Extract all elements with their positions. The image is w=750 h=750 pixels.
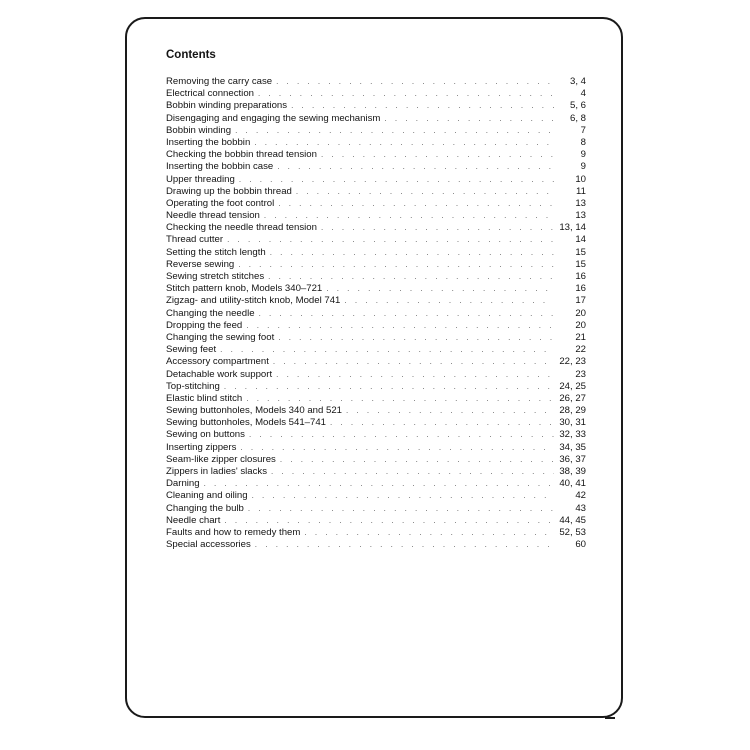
entry-title: Operating the foot control — [166, 197, 275, 209]
entry-page-number: 22 — [575, 344, 586, 356]
table-of-contents — [166, 48, 586, 551]
contents-entry — [166, 442, 586, 454]
entry-title: Setting the stitch length — [166, 246, 266, 258]
dot-leader — [240, 442, 554, 454]
entry-title: Changing the needle — [166, 307, 255, 319]
entry-page-number: 24, 25 — [559, 380, 586, 392]
entry-page-number: 15 — [575, 246, 586, 258]
contents-entry — [166, 478, 586, 490]
entry-title: Bobbin winding — [166, 124, 232, 136]
dot-leader — [384, 113, 554, 125]
dot-leader — [321, 149, 554, 161]
entry-title: Removing the carry case — [166, 76, 273, 87]
contents-entry — [166, 125, 586, 137]
contents-entry — [166, 466, 586, 478]
entry-page-number: 40, 41 — [559, 478, 586, 490]
entry-page-number: 32, 33 — [559, 429, 586, 441]
contents-entry — [166, 405, 586, 417]
entry-title: Faults and how to remedy them — [166, 526, 301, 538]
contents-entry — [166, 234, 586, 246]
entry-title: Sewing on buttons — [166, 429, 245, 441]
dot-leader — [304, 527, 554, 539]
contents-entry — [166, 186, 586, 198]
entry-title: Sewing buttonholes, Models 541–741 — [166, 417, 327, 429]
entry-page-number: 52, 53 — [559, 526, 586, 538]
contents-entry — [166, 174, 586, 186]
entry-title: Upper threading — [166, 173, 235, 185]
entry-title: Seam-like zipper closures — [166, 453, 276, 465]
contents-entry — [166, 88, 586, 100]
dot-leader — [270, 247, 554, 259]
dot-leader — [277, 161, 554, 173]
contents-entry — [166, 539, 586, 551]
dot-leader — [252, 490, 554, 502]
entry-title: Zigzag- and utility-stitch knob, Model 741 — [166, 295, 341, 307]
entry-page-number: 23 — [575, 368, 586, 380]
entry-title: Reverse sewing — [166, 258, 235, 270]
entry-title: Checking the needle thread tension — [166, 222, 317, 234]
entry-title: Sewing feet — [166, 344, 217, 356]
entry-title: Needle chart — [166, 514, 221, 526]
contents-entry — [166, 161, 586, 173]
entry-page-number: 4 — [580, 88, 586, 100]
entry-page-number: 14 — [575, 234, 586, 246]
contents-entry — [166, 527, 586, 539]
entry-title: Elastic blind stitch — [166, 392, 243, 404]
dot-leader — [291, 100, 554, 112]
page-edge-mark — [605, 717, 615, 719]
entry-title: Inserting the bobbin case — [166, 161, 274, 173]
entry-title: Bobbin winding preparations — [166, 100, 288, 112]
contents-entry — [166, 332, 586, 344]
contents-entry — [166, 381, 586, 393]
entry-page-number: 13 — [575, 210, 586, 222]
entry-title: Checking the bobbin thread tension — [166, 149, 317, 161]
contents-entry — [166, 113, 586, 125]
entry-title: Thread cutter — [166, 234, 224, 246]
entry-page-number: 43 — [575, 502, 586, 514]
entry-title: Inserting the bobbin — [166, 136, 251, 148]
dot-leader — [344, 295, 554, 307]
entry-page-number: 8 — [580, 136, 586, 148]
dot-leader — [346, 405, 554, 417]
entry-title: Inserting zippers — [166, 441, 237, 453]
contents-entry — [166, 308, 586, 320]
entry-page-number: 5, 6 — [569, 100, 586, 112]
dot-leader — [276, 369, 554, 381]
dot-leader — [259, 308, 554, 320]
contents-entry — [166, 283, 586, 295]
contents-heading: Contents — [166, 49, 216, 61]
entry-title: Stitch pattern knob, Models 340–721 — [166, 283, 323, 295]
entry-page-number: 7 — [580, 124, 586, 136]
contents-entry — [166, 198, 586, 210]
entry-page-number: 38, 39 — [559, 466, 586, 477]
contents-entry — [166, 356, 586, 368]
dot-leader — [246, 393, 554, 405]
dot-leader — [264, 210, 554, 222]
entry-page-number: 13 — [575, 197, 586, 209]
dot-leader — [248, 503, 554, 515]
contents-entry — [166, 76, 586, 88]
entry-page-number: 36, 37 — [559, 453, 586, 465]
dot-leader — [239, 174, 554, 186]
contents-entry — [166, 137, 586, 149]
contents-entry — [166, 222, 586, 234]
entry-page-number: 3, 4 — [569, 76, 586, 87]
contents-entry — [166, 295, 586, 307]
dot-leader — [204, 478, 554, 490]
entry-page-number: 10 — [575, 173, 586, 185]
contents-entry — [166, 210, 586, 222]
contents-entry — [166, 271, 586, 283]
dot-leader — [280, 454, 554, 466]
dot-leader — [330, 417, 554, 429]
entry-page-number: 34, 35 — [559, 441, 586, 453]
entry-page-number: 21 — [575, 331, 586, 343]
entry-title: Special accessories — [166, 539, 251, 551]
dot-leader — [271, 466, 554, 478]
entry-page-number: 44, 45 — [559, 514, 586, 526]
dot-leader — [321, 222, 554, 234]
entry-page-number: 42 — [575, 490, 586, 502]
entry-page-number: 16 — [575, 283, 586, 295]
entry-page-number: 30, 31 — [559, 417, 586, 429]
entry-title: Needle thread tension — [166, 210, 260, 222]
contents-entry — [166, 149, 586, 161]
entry-page-number: 20 — [575, 319, 586, 331]
entry-title: Top-stitching — [166, 380, 220, 392]
entry-title: Changing the sewing foot — [166, 331, 275, 343]
dot-leader — [235, 125, 554, 137]
contents-list — [166, 76, 586, 551]
entry-title: Accessory compartment — [166, 356, 269, 368]
dot-leader — [224, 381, 554, 393]
entry-title: Changing the bulb — [166, 502, 244, 514]
dot-leader — [296, 186, 554, 198]
dot-leader — [254, 137, 554, 149]
contents-entry — [166, 259, 586, 271]
contents-entry — [166, 503, 586, 515]
dot-leader — [276, 76, 554, 88]
dot-leader — [278, 332, 554, 344]
dot-leader — [258, 88, 554, 100]
entry-page-number: 20 — [575, 307, 586, 319]
dot-leader — [238, 259, 554, 271]
entry-page-number: 28, 29 — [559, 405, 586, 417]
entry-page-number: 26, 27 — [559, 392, 586, 404]
entry-title: Detachable work support — [166, 368, 273, 380]
contents-entry — [166, 515, 586, 527]
dot-leader — [326, 283, 554, 295]
dot-leader — [255, 539, 554, 551]
dot-leader — [227, 234, 554, 246]
contents-entry — [166, 417, 586, 429]
entry-page-number: 60 — [575, 539, 586, 551]
entry-page-number: 9 — [580, 149, 586, 161]
dot-leader — [273, 356, 554, 368]
contents-entry — [166, 490, 586, 502]
entry-page-number: 11 — [576, 185, 586, 197]
dot-leader — [268, 271, 554, 283]
entry-page-number: 17 — [575, 295, 586, 307]
dot-leader — [246, 320, 554, 332]
entry-title: Dropping the feed — [166, 319, 243, 331]
entry-page-number: 15 — [575, 258, 586, 270]
entry-title: Cleaning and oiling — [166, 490, 248, 502]
entry-title: Drawing up the bobbin thread — [166, 185, 292, 197]
entry-page-number: 16 — [575, 271, 586, 282]
contents-entry — [166, 100, 586, 112]
entry-title: Darning — [166, 478, 200, 490]
dot-leader — [249, 429, 554, 441]
entry-title: Disengaging and engaging the sewing mechanism — [166, 112, 381, 124]
entry-title: Sewing stretch stitches — [166, 271, 265, 282]
dot-leader — [278, 198, 554, 210]
contents-entry — [166, 369, 586, 381]
dot-leader — [224, 515, 554, 527]
entry-page-number: 13, 14 — [559, 222, 586, 234]
contents-entry — [166, 344, 586, 356]
entry-title: Sewing buttonholes, Models 340 and 521 — [166, 405, 343, 417]
entry-title: Electrical connection — [166, 88, 254, 100]
contents-entry — [166, 429, 586, 441]
contents-entry — [166, 247, 586, 259]
contents-entry — [166, 320, 586, 332]
entry-page-number: 6, 8 — [569, 112, 586, 124]
contents-entry — [166, 393, 586, 405]
dot-leader — [220, 344, 554, 356]
entry-title: Zippers in ladies' slacks — [166, 466, 268, 477]
entry-page-number: 9 — [580, 161, 586, 173]
entry-page-number: 22, 23 — [559, 356, 586, 368]
contents-entry — [166, 454, 586, 466]
